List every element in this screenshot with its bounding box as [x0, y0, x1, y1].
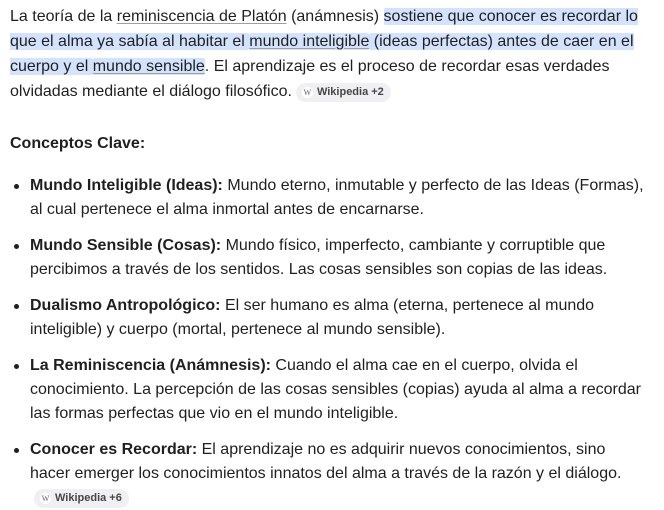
intro-text-2: (anámnesis)	[286, 8, 384, 25]
highlighted-text-2: (ideas perfectas) antes de caer en el cuerpo y el	[10, 33, 634, 75]
concept-term: Mundo Inteligible (Ideas):	[30, 177, 223, 194]
intro-text-1: La teoría de la	[10, 8, 117, 25]
mundo-inteligible-link[interactable]: mundo inteligible	[249, 33, 370, 50]
source-chip-label: Wikipedia +2	[316, 86, 384, 98]
wikipedia-icon: W	[303, 88, 312, 97]
intro-text-3: . El aprendizaje es el proceso de recordar esas verdades olvidadas mediante el diálogo filosófico.	[10, 58, 610, 100]
highlighted-text-1: sostiene que conocer es recordar lo que el alma ya sabía al habitar el	[10, 8, 638, 50]
concept-term: Mundo Sensible (Cosas):	[30, 237, 222, 254]
list-item	[10, 354, 646, 426]
concept-text: Mundo físico, imperfecto, cambiante y corruptible que percibimos a través de los sentidos. Las cosas sensibles son copias de las ideas.	[30, 237, 608, 278]
concept-text: Mundo eterno, inmutable y perfecto de las Ideas (Formas), al cual pertenece el alma inmortal antes de encarnarse.	[30, 177, 644, 218]
section-title: Conceptos Clave:	[10, 135, 146, 152]
list-item	[10, 234, 646, 282]
concept-text: El aprendizaje no es adquirir nuevos conocimientos, sino hacer emerger los conocimientos innatos del alma a través de la razón y el diálogo.	[30, 441, 622, 482]
concept-text: El ser humano es alma (eterna, pertenece al mundo inteligible) y cuerpo (mortal, pertenece al mundo sensible).	[30, 297, 595, 338]
mundo-sensible-link[interactable]: mundo sensible	[92, 58, 205, 75]
source-chip[interactable]	[34, 489, 129, 508]
wikipedia-icon: W	[41, 494, 50, 503]
list-item	[10, 294, 646, 342]
source-chip[interactable]	[296, 83, 391, 102]
concept-term: Dualismo Antropológico:	[30, 297, 221, 314]
list-item	[10, 438, 646, 510]
source-chip-label: Wikipedia +6	[55, 492, 122, 504]
reminiscencia-link[interactable]: reminiscencia de Platón	[116, 8, 287, 25]
list-item	[10, 174, 646, 222]
intro-paragraph	[10, 4, 646, 104]
concept-term: Conocer es Recordar:	[30, 441, 198, 458]
concept-term: La Reminiscencia (Anámnesis):	[30, 357, 271, 374]
concept-text: Cuando el alma cae en el cuerpo, olvida el conocimiento. La percepción de las cosas sensibles (copias) ayuda al alma a recordar las formas perfectas que vio en el mundo inteligible.	[30, 357, 641, 422]
concepts-list	[10, 174, 646, 510]
